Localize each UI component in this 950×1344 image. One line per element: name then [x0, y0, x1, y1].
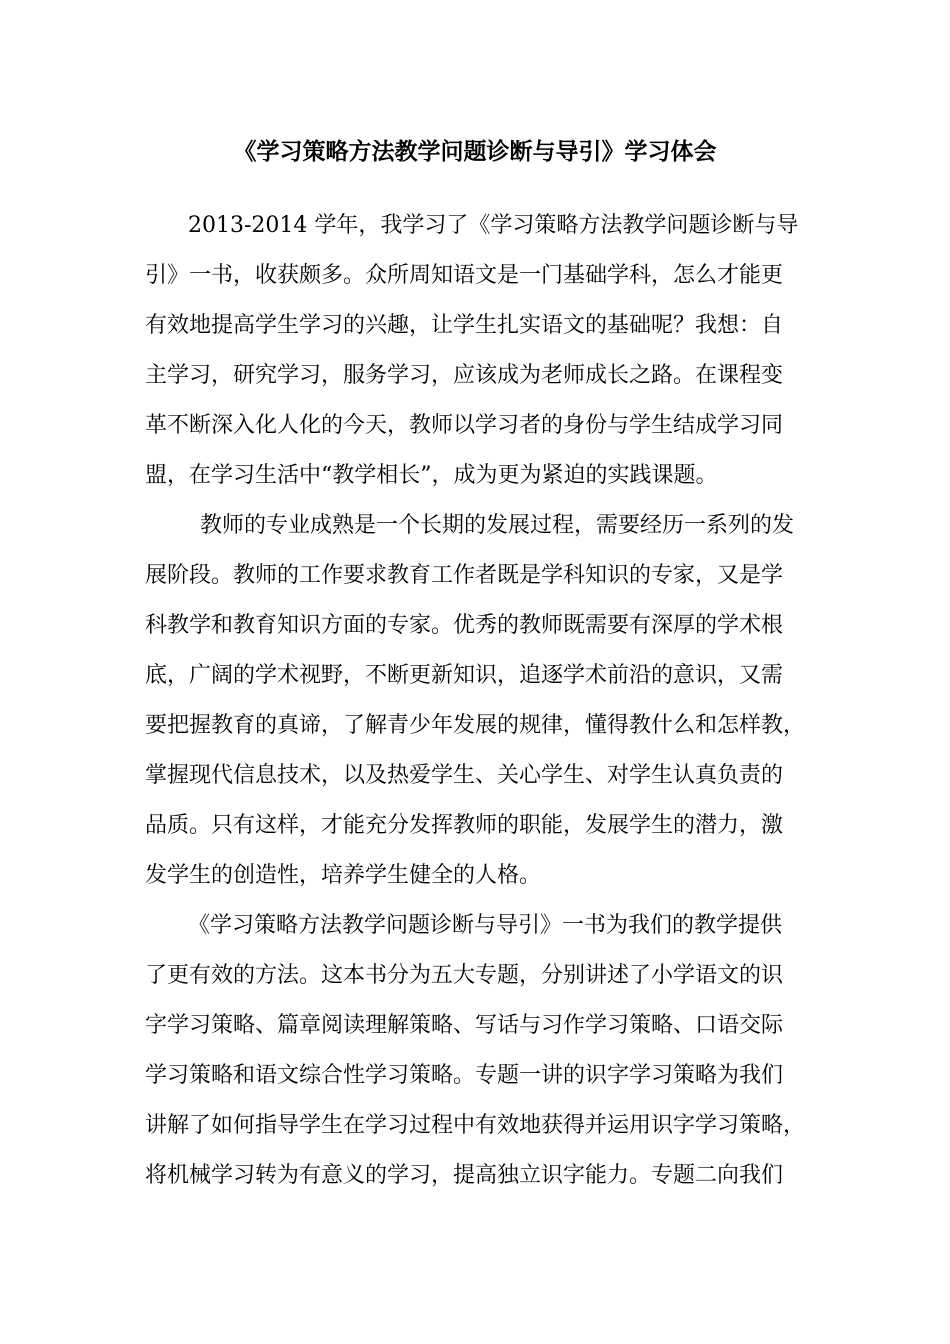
paragraph-line: 发学生的创造性，培养学生健全的人格。	[145, 863, 542, 888]
paragraph-line: 科教学和教育知识方面的专家。优秀的教师既需要有深厚的学术根	[145, 613, 784, 638]
paragraph-line: 将机械学习转为有意义的学习，提高独立识字能力。专题二向我们	[145, 1163, 784, 1188]
paragraph-line: 字学习策略、篇章阅读理解策略、写话与习作学习策略、口语交际	[145, 1013, 784, 1038]
paragraph-line: 要把握教育的真谛，了解青少年发展的规律，懂得教什么和怎样教，	[145, 713, 806, 738]
paragraph-line: 讲解了如何指导学生在学习过程中有效地获得并运用识字学习策略，	[145, 1113, 806, 1138]
paragraph-line: 引》一书，收获颇多。众所周知语文是一门基础学科，怎么才能更	[145, 263, 784, 288]
paragraph-line: 品质。只有这样，才能充分发挥教师的职能，发展学生的潜力，激	[145, 813, 784, 838]
paragraph-line: 底，广阔的学术视野，不断更新知识，追逐学术前沿的意识，又需	[145, 663, 784, 688]
paragraph-line: 展阶段。教师的工作要求教育工作者既是学科知识的专家，又是学	[145, 563, 784, 588]
paragraph-line: 教师的专业成熟是一个长期的发展过程，需要经历一系列的发	[200, 513, 795, 538]
paragraph-line: 《学习策略方法教学问题诊断与导引》一书为我们的教学提供	[188, 913, 783, 938]
paragraph-line: 了更有效的方法。这本书分为五大专题，分别讲述了小学语文的识	[145, 963, 784, 988]
paragraph-line: 掌握现代信息技术，以及热爱学生、关心学生、对学生认真负责的	[145, 763, 784, 788]
paragraph-line: 学习策略和语文综合性学习策略。专题一讲的识字学习策略为我们	[145, 1063, 784, 1088]
paragraph-line: 主学习，研究学习，服务学习，应该成为老师成长之路。在课程变	[145, 363, 784, 388]
paragraph-line: 革不断深入化人化的今天，教师以学习者的身份与学生结成学习同	[145, 413, 784, 438]
document-title: 《学习策略方法教学问题诊断与导引》学习体会	[233, 139, 717, 165]
paragraph-line: 2013-2014 学年，我学习了《学习策略方法教学问题诊断与导	[188, 213, 799, 238]
paragraph-line: 有效地提高学生学习的兴趣，让学生扎实语文的基础呢？我想：自	[145, 313, 784, 338]
paragraph-line: 盟，在学习生活中“教学相长”，成为更为紧迫的实践课题。	[145, 463, 718, 488]
